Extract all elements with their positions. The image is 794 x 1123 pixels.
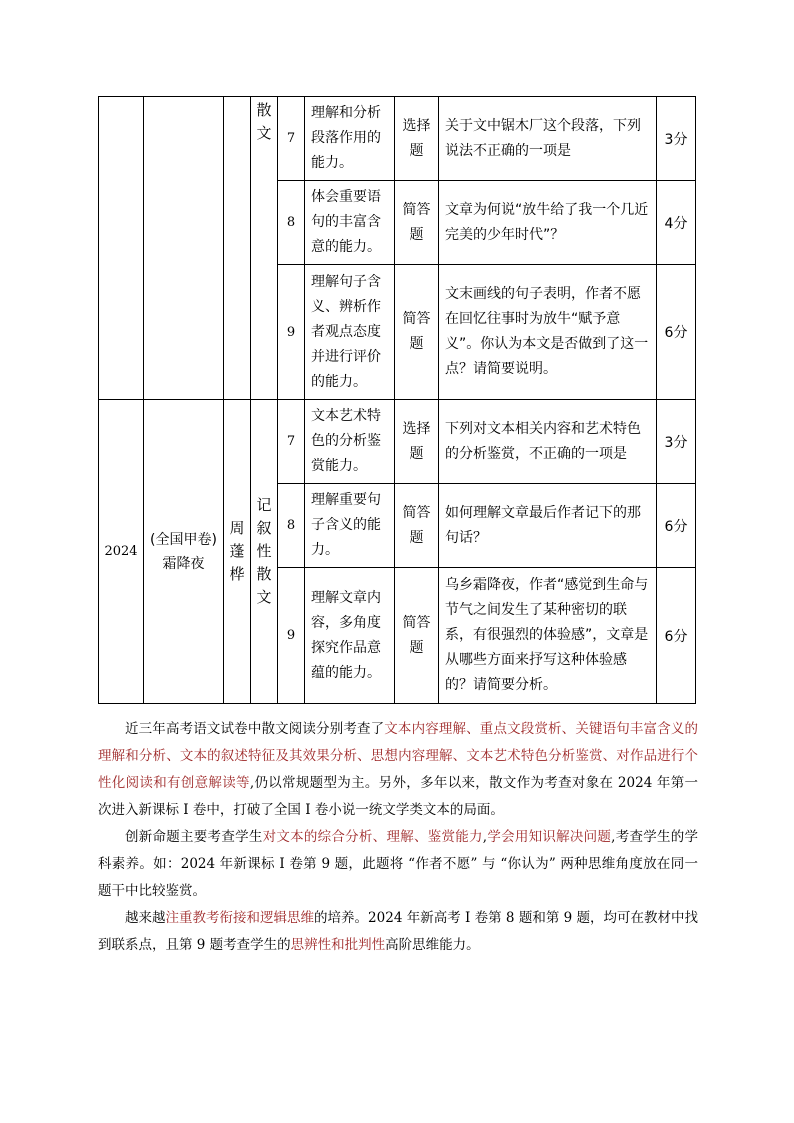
- highlight-text: 注重教考衔接和逻辑思维: [165, 910, 315, 926]
- question-number: 8: [278, 181, 305, 265]
- question-type-cell: 选择题: [395, 400, 439, 484]
- score-cell: 6分: [657, 568, 696, 704]
- score-cell: 6分: [657, 484, 696, 568]
- ability-cell: 理解文章内容，多角度探究作品意蕴的能力。: [305, 568, 395, 704]
- ability-cell: 理解句子含义、辨析作者观点态度并进行评价的能力。: [305, 265, 395, 400]
- score-cell: 6分: [657, 265, 696, 400]
- genre-cell: 散文: [251, 97, 278, 400]
- question-type-cell: 简答题: [395, 181, 439, 265]
- question-cell: 关于文中锯木厂这个段落，下列说法不正确的一项是: [439, 97, 657, 181]
- question-type-cell: 简答题: [395, 568, 439, 704]
- paragraph: 越来越注重教考衔接和逻辑思维的培养。2024 年新高考 I 卷第 8 题和第 9 题，均可在教材中找到联系点，且第 9 题考查学生的思辨性和批判性高阶思维能力。: [98, 910, 699, 953]
- ability-cell: 理解重要句子含义的能力。: [305, 484, 395, 568]
- paper-cell: [144, 400, 224, 704]
- question-type-cell: 选择题: [395, 97, 439, 181]
- question-cell: 文末画线的句子表明，作者不愿在回忆往事时为放牛“赋予意义”。你认为本文是否做到了这一点？请简要说明。: [439, 265, 657, 400]
- ability-cell: 体会重要语句的丰富含意的能力。: [305, 181, 395, 265]
- article-title: 霜降夜: [162, 555, 205, 572]
- score-cell: 3分: [657, 97, 696, 181]
- paper-name: (全国甲卷): [150, 531, 217, 548]
- paper-cell: [144, 97, 224, 400]
- question-number: 7: [278, 97, 305, 181]
- question-number: 9: [278, 568, 305, 704]
- author-cell: 周蓬桦: [224, 400, 251, 704]
- question-cell: 文章为何说“放牛给了我一个几近完美的少年时代”？: [439, 181, 657, 265]
- question-number: 8: [278, 484, 305, 568]
- ability-cell: 文本艺术特色的分析鉴赏能力。: [305, 400, 395, 484]
- question-cell: 乌乡霜降夜，作者“感觉到生命与节气之间发生了某种密切的联系，有很强烈的体验感”，文章是从哪些方面来抒写这种体验感的？请简要分析。: [439, 568, 657, 704]
- paragraph: 近三年高考语文试卷中散文阅读分别考查了文本内容理解、重点文段赏析、关键语句丰富含义的理解和分析、文本的叙述特征及其效果分析、思想内容理解、文本艺术特色分析鉴赏、对作品进行个性化阅读和有创意解读等,仍以常规题型为主。另外，多年以来，散文作为考查对象在 2024 年第一次进入新课标 I 卷中，打破了全国 I 卷小说一统文学类文本的局面。: [98, 721, 699, 818]
- paragraph: 创新命题主要考查学生对文本的综合分析、理解、鉴赏能力,学会用知识解决问题,考查学生的学科素养。如：2024 年新课标 I 卷第 9 题，此题将 “作者不愿” 与 “你认为” 两种思维角度放在同一题干中比较鉴赏。: [98, 829, 699, 899]
- highlight-text: 学会用知识解决问题: [487, 829, 612, 845]
- author-cell: [224, 97, 251, 400]
- ability-cell: 理解和分析段落作用的能力。: [305, 97, 395, 181]
- table-row: [99, 400, 696, 484]
- table-row: [99, 97, 696, 181]
- score-cell: 3分: [657, 400, 696, 484]
- highlight-text: 对文本的综合分析、理解、鉴赏能力: [262, 829, 483, 845]
- highlight-text: 文本内容理解、重点文段赏析、关键语句丰富含义的理解和分析、文本的叙述特征及其效果分析、思想内容理解、文本艺术特色分析鉴赏、对作品进行个性化阅读和有创意解读等: [98, 721, 699, 791]
- question-number: 9: [278, 265, 305, 400]
- score-cell: 4分: [657, 181, 696, 265]
- year-cell: 2024: [99, 400, 144, 704]
- exam-table: [98, 96, 696, 704]
- question-number: 7: [278, 400, 305, 484]
- year-cell: [99, 97, 144, 400]
- question-type-cell: 简答题: [395, 265, 439, 400]
- question-cell: 下列对文本相关内容和艺术特色的分析鉴赏，不正确的一项是: [439, 400, 657, 484]
- body-text: [98, 716, 698, 959]
- highlight-text: 思辨性和批判性: [290, 937, 386, 953]
- genre-cell: 记叙性散文: [251, 400, 278, 704]
- question-type-cell: 简答题: [395, 484, 439, 568]
- question-cell: 如何理解文章最后作者记下的那句话？: [439, 484, 657, 568]
